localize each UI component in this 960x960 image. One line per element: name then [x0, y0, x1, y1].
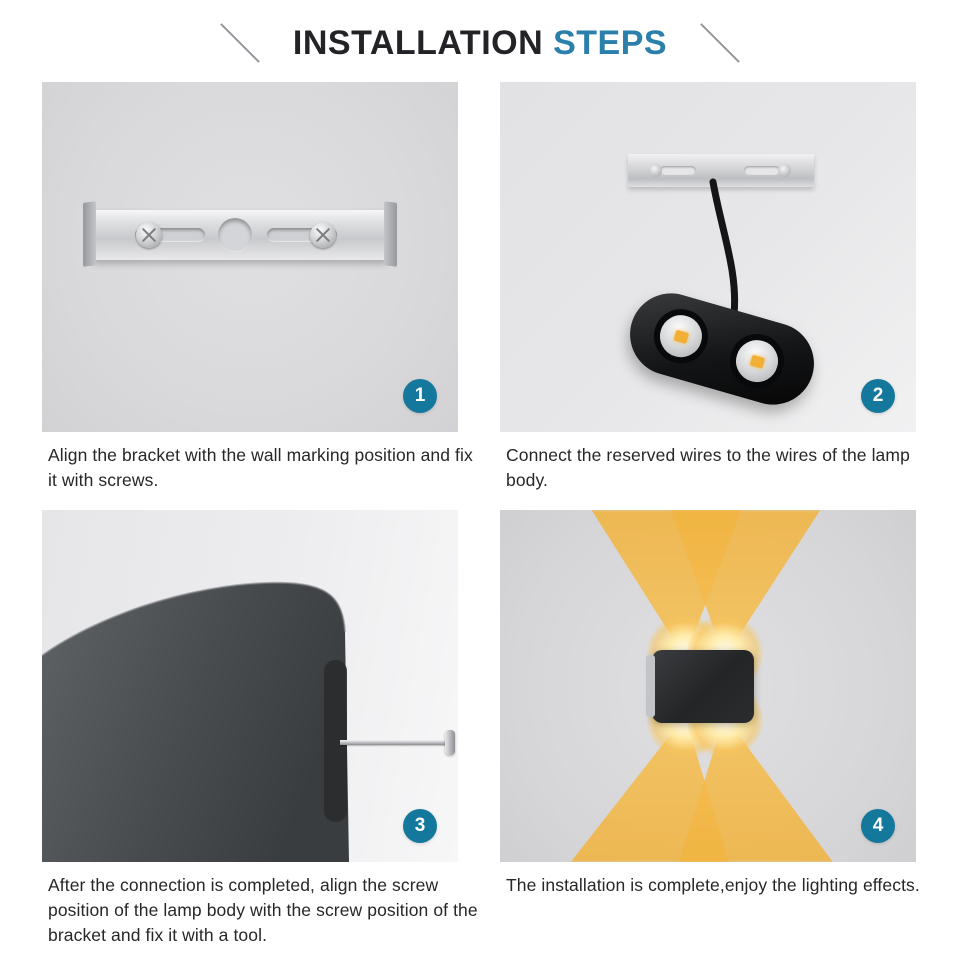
step-1-photo [42, 82, 458, 432]
title-part-steps: STEPS [553, 23, 668, 62]
step-4-number-badge: 4 [861, 809, 895, 843]
step-3-number-badge: 3 [403, 809, 437, 843]
step-3-caption: After the connection is completed, align the screw position of the lamp body with the screw position of the bracket and fix it with a tool. [48, 875, 478, 945]
title-text [293, 24, 667, 63]
step-4-photo [500, 510, 916, 862]
step-2-caption: Connect the reserved wires to the wires of the lamp body. [506, 445, 910, 490]
step-2-photo [500, 82, 916, 432]
title-part-installation: INSTALLATION [292, 23, 544, 62]
bracket-right-tab [384, 201, 397, 267]
step-3 [42, 510, 478, 948]
step-2-number-badge: 2 [861, 379, 895, 413]
led-chip [674, 330, 690, 344]
step-4-caption: The installation is complete,enjoy the lighting effects. [506, 875, 920, 895]
fixing-screw-head [445, 730, 455, 755]
bracket-left-screw [136, 222, 162, 248]
step-2 [500, 82, 916, 493]
step-4 [500, 510, 920, 898]
step-1-caption: Align the bracket with the wall marking position and fix it with screws. [48, 445, 473, 490]
bracket-center-hole [218, 218, 252, 252]
fixing-screw-shaft [340, 740, 448, 745]
left-slash-decoration [220, 23, 260, 63]
led-lens-right [724, 328, 791, 395]
mounting-bracket-illustration [83, 200, 397, 270]
step-3-photo [42, 510, 458, 862]
bracket-left-tab [83, 201, 96, 267]
page-title [0, 16, 960, 70]
step-1 [42, 82, 473, 493]
bracket-right-screw [310, 222, 336, 248]
led-chip [750, 355, 766, 369]
led-lens-left [648, 303, 715, 370]
right-slash-decoration [700, 23, 740, 63]
step-1-number-badge: 1 [403, 379, 437, 413]
installed-wall-lamp [652, 650, 754, 723]
lamp-body-closeup [42, 510, 458, 862]
